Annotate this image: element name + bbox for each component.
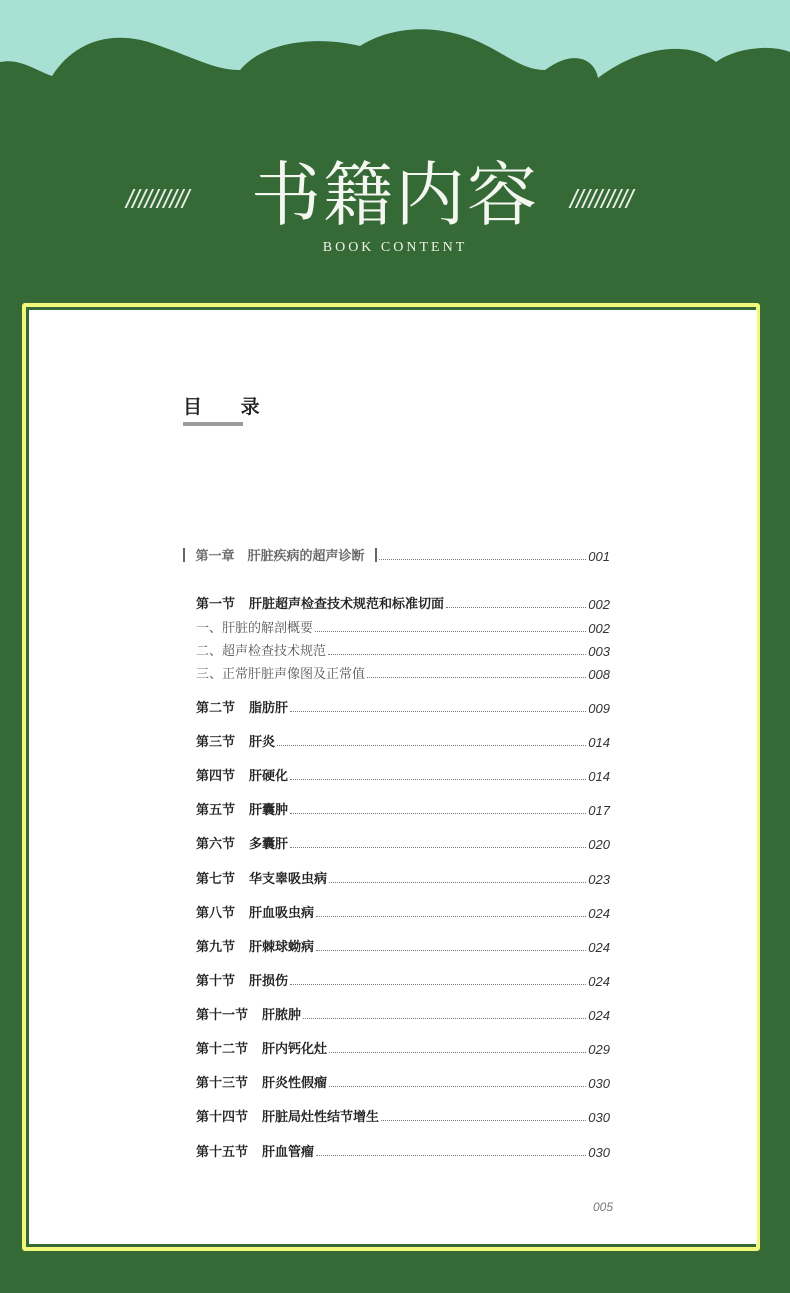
toc-section-number: 第三节 (196, 735, 236, 750)
toc-entry-label (196, 1072, 327, 1091)
toc-row (196, 1005, 610, 1023)
toc-section-title: 多囊肝 (249, 837, 289, 852)
toc-section-title: 华支睾吸虫病 (249, 872, 328, 887)
chapter-page-num: 001 (588, 549, 610, 564)
toc-section-title: 肝囊肿 (249, 803, 289, 818)
toc-leader-dots (367, 677, 586, 678)
toc-page-number: 020 (588, 837, 610, 852)
toc-title-underline (183, 422, 243, 426)
toc-entry-label (196, 868, 327, 887)
toc-section-title: 肝内钙化灶 (262, 1042, 328, 1057)
toc-section-title: 肝血吸虫病 (249, 906, 315, 921)
toc-leader-dots (290, 813, 586, 814)
toc-entry-label (196, 663, 365, 682)
toc-entry-label (196, 970, 288, 989)
toc-entry-label (196, 617, 313, 636)
chapter-label: 第一章 肝脏疾病的超声诊断 (195, 549, 365, 564)
toc-section-number: 第十二节 (196, 1042, 249, 1057)
toc-page-number: 029 (588, 1042, 610, 1057)
toc-entry-label (196, 902, 314, 921)
toc-section-title: 肝炎性假瘤 (262, 1076, 328, 1091)
toc-row (196, 971, 610, 989)
toc-row (196, 766, 610, 784)
toc-leader-dots (316, 950, 586, 951)
toc-entry-label (196, 1038, 327, 1057)
toc-row (196, 834, 610, 852)
toc-entry-label (196, 765, 288, 784)
toc-section-number: 第二节 (196, 701, 236, 716)
toc-page-number: 002 (588, 597, 610, 612)
toc-leader-dots (381, 1120, 586, 1121)
toc-page-number: 030 (588, 1145, 610, 1160)
toc-page-number: 024 (588, 906, 610, 921)
toc-row (196, 594, 610, 612)
toc-row (196, 1039, 610, 1057)
toc-section-title: 肝硬化 (249, 769, 289, 784)
toc-row (196, 937, 610, 955)
toc-section-title: 肝脏超声检查技术规范和标准切面 (249, 597, 445, 612)
toc-section-number: 第一节 (196, 597, 236, 612)
toc-section-title: 一、肝脏的解剖概要 (196, 621, 314, 636)
toc-page-number: 030 (588, 1110, 610, 1125)
toc-leader-dots (315, 631, 586, 632)
toc-chapter-row (183, 546, 610, 564)
toc-section-number: 第六节 (196, 837, 236, 852)
toc-entry-label (196, 697, 288, 716)
toc-section-number: 第十四节 (196, 1110, 249, 1125)
toc-section-number: 第四节 (196, 769, 236, 784)
toc-page-number: 024 (588, 940, 610, 955)
toc-row (196, 800, 610, 818)
toc-section-title: 三、正常肝脏声像图及正常值 (196, 667, 366, 682)
toc-section-number: 第七节 (196, 872, 236, 887)
toc-page-number: 017 (588, 803, 610, 818)
toc-entry-label (196, 799, 288, 818)
toc-section-title: 脂肪肝 (249, 701, 289, 716)
toc-leader-dots (379, 559, 586, 560)
toc-leader-dots (316, 916, 586, 917)
toc-section-number: 第十节 (196, 974, 236, 989)
toc-section-title: 肝脓肿 (262, 1008, 302, 1023)
toc-section-title: 肝脏局灶性结节增生 (262, 1110, 380, 1125)
toc-section-title: 肝血管瘤 (262, 1145, 315, 1160)
toc-entry-label (196, 1004, 301, 1023)
toc-section-title: 二、超声检查技术规范 (196, 644, 327, 659)
toc-section-number: 第十五节 (196, 1145, 249, 1160)
chapter-label-wrap (183, 545, 377, 564)
toc-entry-label (196, 833, 288, 852)
footer-page-number: 005 (593, 1200, 614, 1214)
page-subtitle: BOOK CONTENT (322, 240, 468, 255)
toc-section-number: 第八节 (196, 906, 236, 921)
toc-entry-label (196, 731, 275, 750)
toc-leader-dots (316, 1155, 586, 1156)
toc-entry-label (196, 1106, 379, 1125)
page-title: 书籍内容 (251, 154, 539, 236)
toc-page-number: 024 (588, 1008, 610, 1023)
toc-row (196, 1107, 610, 1125)
toc-page-number: 008 (588, 667, 610, 682)
toc-entry-label (196, 936, 314, 955)
toc-row (196, 1142, 610, 1160)
toc-entry-label (196, 1141, 314, 1160)
chapter-bar-left (183, 548, 185, 562)
toc-leader-dots (446, 607, 586, 608)
toc-leader-dots (303, 1018, 586, 1019)
toc-entry-label (196, 640, 326, 659)
toc-leader-dots (329, 1052, 586, 1053)
toc-section-title: 肝损伤 (249, 974, 289, 989)
toc-row (196, 641, 610, 659)
toc-row (196, 869, 610, 887)
sky-hills-decoration (0, 0, 790, 140)
toc-page-number: 002 (588, 621, 610, 636)
toc-section-number: 第十一节 (196, 1008, 249, 1023)
toc-row (196, 698, 610, 716)
toc-page-number: 024 (588, 974, 610, 989)
toc-section-title: 肝炎 (249, 735, 276, 750)
toc-row (196, 903, 610, 921)
toc-section-number: 第五节 (196, 803, 236, 818)
toc-row (196, 664, 610, 682)
toc-leader-dots (290, 779, 586, 780)
toc-leader-dots (329, 1086, 586, 1087)
toc-leader-dots (290, 847, 586, 848)
toc-page-number: 030 (588, 1076, 610, 1091)
toc-title: 目 录 (183, 396, 276, 418)
toc-page-number: 014 (588, 769, 610, 784)
toc-leader-dots (328, 654, 586, 655)
toc-leader-dots (290, 984, 586, 985)
toc-section-number: 第十三节 (196, 1076, 249, 1091)
toc-row (196, 618, 610, 636)
toc-page-number: 014 (588, 735, 610, 750)
header-decor-left: ////////// (126, 184, 189, 214)
toc-page-number: 003 (588, 644, 610, 659)
toc-leader-dots (277, 745, 586, 746)
toc-row (196, 732, 610, 750)
toc-page-number: 023 (588, 872, 610, 887)
chapter-bar-right (375, 548, 377, 562)
header-decor-right: ////////// (570, 184, 633, 214)
toc-page-number: 009 (588, 701, 610, 716)
toc-leader-dots (329, 882, 586, 883)
toc-leader-dots (290, 711, 586, 712)
toc-section-number: 第九节 (196, 940, 236, 955)
toc-row (196, 1073, 610, 1091)
toc-entry-label (196, 593, 444, 612)
toc-section-title: 肝棘球蚴病 (249, 940, 315, 955)
